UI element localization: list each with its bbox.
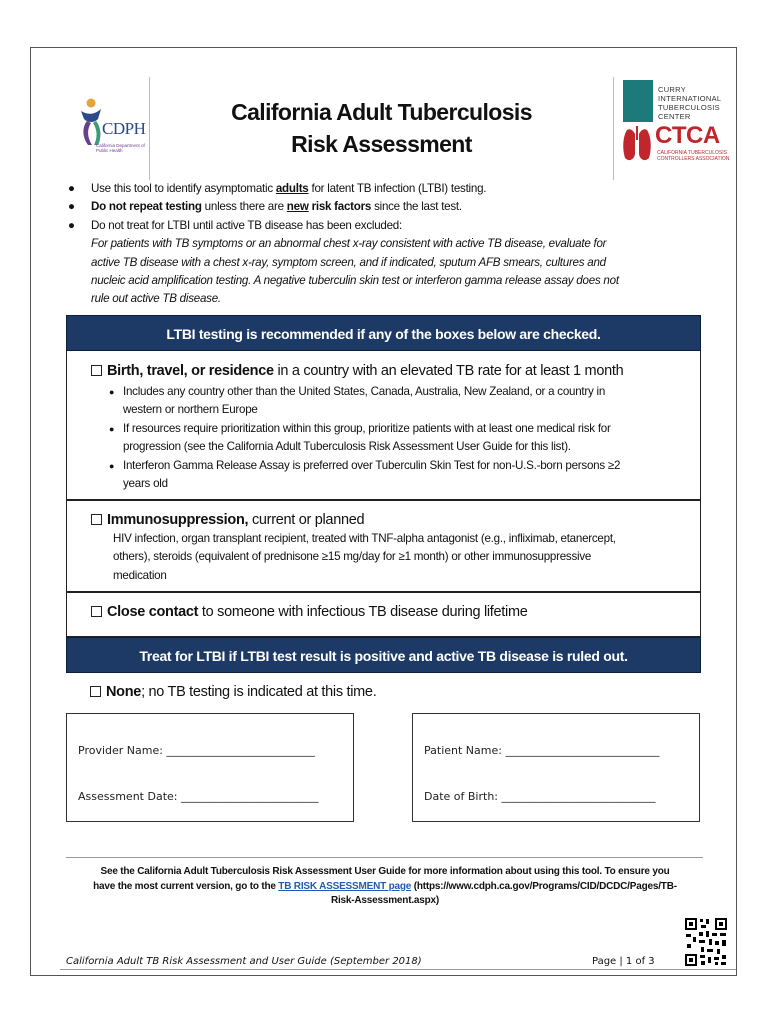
qr-code-icon[interactable] xyxy=(684,917,728,967)
provider-info-box xyxy=(66,713,354,822)
footer-rule xyxy=(60,969,736,970)
risk-section-immunosuppression xyxy=(66,500,701,592)
active-tb-note xyxy=(66,235,716,309)
none-checkbox[interactable] xyxy=(90,686,101,697)
text: since the last test. xyxy=(371,200,462,214)
curry-center-wordmark xyxy=(658,85,733,121)
footnote-divider xyxy=(66,857,703,858)
item-line: western or northern Europe xyxy=(123,403,258,417)
emphasis: risk factors xyxy=(308,200,372,214)
ctca-sub-line: CALIFORNIA TUBERCULOSIS xyxy=(657,150,727,156)
header-divider-right xyxy=(613,77,614,180)
immunosuppression-heading xyxy=(91,511,364,529)
item-line: years old xyxy=(123,477,168,491)
immunosuppression-checkbox[interactable] xyxy=(91,514,102,525)
bullet-icon: ● xyxy=(109,423,115,434)
birth-travel-heading xyxy=(91,362,623,380)
bullet-icon: ● xyxy=(109,460,115,471)
curry-line: CURRY xyxy=(658,85,687,94)
item-line: Includes any country other than the United States, Canada, Australia, New Zealand, or a country in xyxy=(123,385,606,398)
bullet-icon: ● xyxy=(68,200,75,214)
footnote-text: (https://www.cdph.ca.gov/Programs/CID/DCDC/Pages/TB- xyxy=(411,880,677,892)
bullet-icon: ● xyxy=(109,387,115,397)
footer-page-number: Page | 1 of 3 xyxy=(592,956,655,967)
heading-text: to someone with infectious TB disease during lifetime xyxy=(198,604,528,620)
list-item xyxy=(109,457,694,494)
emphasis: Do not repeat testing xyxy=(91,200,202,214)
intro-bullet xyxy=(66,180,716,198)
user-guide-footnote xyxy=(70,865,700,909)
cdph-wordmark: CDPH xyxy=(102,119,146,138)
note-line: nucleic acid amplification testing. A negative tuberculin skin test or interferon gamma release assay does not xyxy=(91,274,619,288)
assessment-date-field[interactable]: Assessment Date: _________________________ xyxy=(78,790,319,803)
footnote-line: Risk-Assessment.aspx) xyxy=(330,895,440,906)
heading-text: in a country with an elevated TB rate for at least 1 month xyxy=(273,363,624,379)
note-line: active TB disease with a chest x-ray, symptom screen, and if indicated, sputum AFB smears, cultures and xyxy=(91,255,606,269)
item-line: If resources require prioritization within this group, prioritize patients with at least one medical risk for xyxy=(123,421,611,435)
detail-line: others), steroids (equivalent of prednisone ≥15 mg/day for ≥1 month) or other immunosuppressive xyxy=(113,550,592,564)
cdph-logo xyxy=(78,97,146,157)
date-of-birth-field[interactable]: Date of Birth: ____________________________ xyxy=(424,790,656,803)
birth-travel-details xyxy=(109,383,694,493)
cdph-subtitle: California Department of Public Health xyxy=(96,143,145,153)
curry-line: CENTER xyxy=(658,112,691,121)
list-item xyxy=(109,383,694,420)
risk-section-birth-travel xyxy=(66,351,701,500)
treatment-banner: Treat for LTBI if LTBI test result is positive and active TB disease is ruled out. xyxy=(66,637,701,673)
note-line: rule out active TB disease. xyxy=(91,292,221,306)
heading-bold: Immunosuppression, xyxy=(107,512,249,528)
list-item xyxy=(109,420,694,457)
curry-center-logo-icon xyxy=(623,80,653,122)
bullet-icon: ● xyxy=(68,218,75,232)
item-line: Interferon Gamma Release Assay is preferred over Tuberculin Skin Test for non-U.S.-born persons ≥2 xyxy=(123,458,621,472)
heading-bold: Birth, travel, or residence xyxy=(107,363,274,379)
patient-name-field[interactable]: Patient Name: ____________________________ xyxy=(424,744,660,757)
title-line-2: Risk Assessment xyxy=(291,131,472,157)
text: Use this tool to identify asymptomatic xyxy=(91,182,276,195)
text: for latent TB infection (LTBI) testing. xyxy=(308,182,487,195)
item-line: progression (see the California Adult Tuberculosis Risk Assessment User Guide for this list). xyxy=(123,440,571,454)
risk-section-close-contact xyxy=(66,592,701,637)
detail-line: medication xyxy=(113,568,167,582)
provider-name-field[interactable]: Provider Name: ___________________________ xyxy=(78,744,315,757)
curry-line: TUBERCULOSIS xyxy=(658,103,720,112)
tb-risk-assessment-link[interactable]: TB RISK ASSESSMENT page xyxy=(278,880,412,892)
immunosuppression-details xyxy=(113,530,698,585)
intro-bullet xyxy=(66,198,716,216)
intro-bullet xyxy=(66,217,716,235)
heading-bold: Close contact xyxy=(107,604,199,620)
title-line-1: California Adult Tuberculosis xyxy=(231,99,532,125)
footnote-line xyxy=(70,880,700,895)
footer-document-title: California Adult TB Risk Assessment and User Guide (September 2018) xyxy=(66,956,422,967)
emphasis: new xyxy=(286,200,309,214)
none-option xyxy=(90,683,376,701)
none-bold: None xyxy=(106,684,142,700)
recommendation-banner: LTBI testing is recommended if any of the boxes below are checked. xyxy=(66,315,701,351)
birth-travel-checkbox[interactable] xyxy=(91,365,102,376)
ctca-sub-line: CONTROLLERS ASSOCIATION xyxy=(657,156,730,162)
footnote-text: have the most current version, go to the xyxy=(93,880,279,892)
text: unless there are xyxy=(201,200,287,214)
bullet-icon: ● xyxy=(68,182,75,195)
heading-text: current or planned xyxy=(248,512,365,528)
close-contact-checkbox[interactable] xyxy=(91,606,102,617)
emphasis: adults xyxy=(275,182,309,195)
ctca-subtitle xyxy=(657,150,732,162)
note-line: For patients with TB symptoms or an abnormal chest x-ray consistent with active TB disease, evaluate for xyxy=(91,237,607,251)
page-title xyxy=(150,96,613,160)
ctca-lungs-icon xyxy=(621,126,653,164)
close-contact-heading xyxy=(91,603,527,621)
none-text: ; no TB testing is indicated at this time. xyxy=(141,684,377,700)
text: Do not treat for LTBI until active TB disease has been excluded: xyxy=(91,218,402,232)
footnote-line: See the California Adult Tuberculosis Risk Assessment User Guide for more information about using this tool. To ensure you xyxy=(100,866,670,877)
curry-line: INTERNATIONAL xyxy=(658,94,722,103)
cdph-figure-icon xyxy=(78,97,104,149)
intro-bullets xyxy=(66,180,716,309)
patient-info-box xyxy=(412,713,700,822)
ctca-wordmark: CTCA xyxy=(655,122,720,149)
detail-line: HIV infection, organ transplant recipient, treated with TNF-alpha antagonist (e.g., infliximab, etanercept, xyxy=(113,532,616,545)
